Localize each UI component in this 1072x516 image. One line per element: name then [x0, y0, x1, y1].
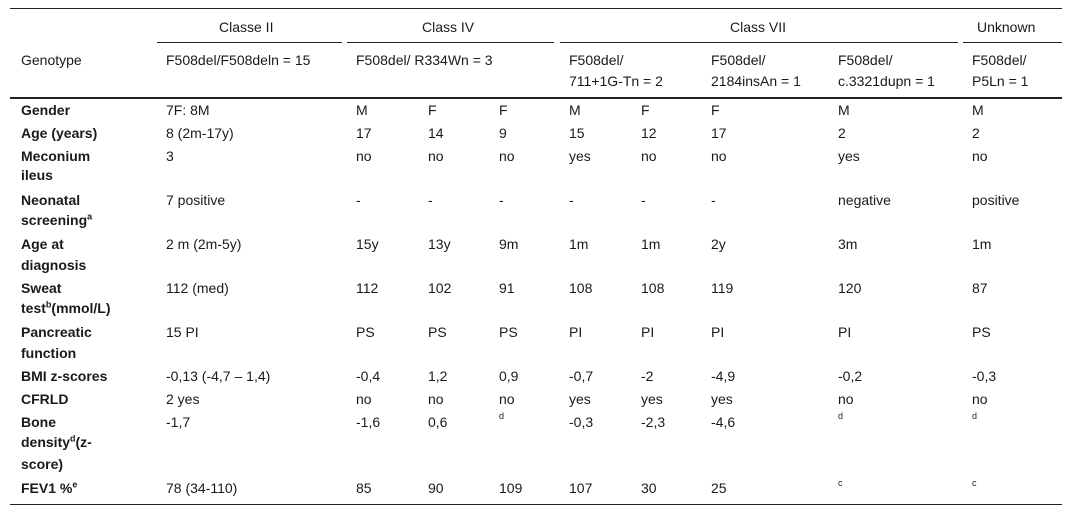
table-cell: no [356, 391, 372, 407]
table-cell: 1m [641, 236, 661, 252]
table-cell: 2 yes [166, 391, 200, 407]
table-cell: yes [711, 391, 733, 407]
table-cell: 9 [499, 125, 507, 141]
table-cell: F [428, 102, 437, 118]
table-cell: -0,7 [569, 368, 594, 384]
table-cell: 13y [428, 236, 451, 252]
table-cell: 7 positive [166, 192, 226, 208]
genotype: F508del/ [838, 52, 893, 68]
table-cell: PI [569, 324, 583, 340]
table-cell: 108 [569, 280, 593, 296]
table-cell: -1,6 [356, 414, 381, 430]
row-label: Neonatal [21, 192, 81, 208]
footnote-mark: c [972, 478, 977, 488]
row-label: Age at [21, 236, 64, 252]
row-label: ileus [21, 167, 53, 183]
table-cell: - [499, 192, 504, 208]
table-cell: no [499, 148, 515, 164]
table-bottom-rule [10, 504, 1062, 505]
class-underline [963, 42, 1062, 43]
table-cell: 2 [972, 125, 980, 141]
table-top-rule [10, 8, 1062, 9]
genotype: F508del/F508deln = 15 [166, 52, 311, 68]
table-cell: F [641, 102, 650, 118]
row-label: Pancreatic [21, 324, 92, 340]
table-cell: 112 (med) [166, 280, 229, 296]
table-cell: 120 [838, 280, 862, 296]
table-cell: - [641, 192, 646, 208]
table-cell: no [356, 148, 372, 164]
class-header: Class IV [422, 19, 475, 35]
table-cell: yes [569, 391, 591, 407]
table-cell: no [641, 148, 657, 164]
table-cell: 17 [711, 125, 727, 141]
genotype: F508del/ [972, 52, 1027, 68]
row-label: Gender [21, 102, 71, 118]
table-cell: -0,4 [356, 368, 381, 384]
table-cell: no [499, 391, 515, 407]
row-label: screening$^a$ [21, 211, 93, 228]
footnote-mark: d [972, 411, 978, 421]
table-cell: 9m [499, 236, 519, 252]
table-cell: - [428, 192, 433, 208]
row-label: Bone [21, 414, 56, 430]
table-cell: yes [569, 148, 591, 164]
table-cell: 78 (34-110) [166, 480, 238, 496]
table-cell: -4,6 [711, 414, 736, 430]
row-label: BMI z-scores [21, 368, 108, 384]
genotype: P5Ln = 1 [972, 73, 1029, 89]
table-cell: 112 [356, 280, 379, 296]
class-header: Class VII [730, 19, 787, 35]
table-cell: 14 [428, 125, 444, 141]
table-cell: M [838, 102, 850, 118]
table-cell: - [569, 192, 574, 208]
table-cell: 15y [356, 236, 379, 252]
table-cell: M [569, 102, 581, 118]
table-cell: -2 [641, 368, 654, 384]
table-cell: 2 m (2m-5y) [166, 236, 242, 252]
row-label: Meconium [21, 148, 91, 164]
table-cell: 85 [356, 480, 372, 496]
table-cell: - [356, 192, 361, 208]
table-cell: PI [838, 324, 852, 340]
table-cell: no [972, 148, 988, 164]
table-cell: PS [356, 324, 375, 340]
row-label: CFRLD [21, 391, 69, 407]
table-cell: 8 (2m-17y) [166, 125, 234, 141]
table-cell: PS [972, 324, 991, 340]
header-rule [10, 97, 1062, 99]
class-underline [347, 42, 554, 43]
class-underline [560, 42, 958, 43]
table-cell: F [711, 102, 720, 118]
table-cell: PI [641, 324, 655, 340]
table-cell: 7F: 8M [166, 102, 210, 118]
table-cell: -0,3 [972, 368, 997, 384]
footnote-mark: c [838, 478, 843, 488]
table-cell: 3 [166, 148, 174, 164]
table-cell: 108 [641, 280, 665, 296]
row-label: density$^d$(z- [21, 433, 92, 450]
class-header: Unknown [977, 19, 1036, 35]
table-cell: 0,9 [499, 368, 519, 384]
table-cell: 25 [711, 480, 727, 496]
table-cell: 1m [569, 236, 589, 252]
table-cell: 109 [499, 480, 523, 496]
table-cell: -1,7 [166, 414, 191, 430]
row-label: score) [21, 456, 64, 472]
table-cell: 119 [711, 280, 734, 296]
table-cell: - [711, 192, 716, 208]
table-cell: 12 [641, 125, 657, 141]
genotype: F508del/ [569, 52, 624, 68]
table-cell: 30 [641, 480, 657, 496]
table-cell: 107 [569, 480, 593, 496]
table-cell: 15 PI [166, 324, 199, 340]
table-cell: no [972, 391, 988, 407]
row-label: diagnosis [21, 257, 87, 273]
genotype: 711+1G-Tn = 2 [569, 73, 663, 89]
table-cell: 0,6 [428, 414, 448, 430]
table-cell: no [428, 391, 444, 407]
table-cell: 15 [569, 125, 585, 141]
table-cell: negative [838, 192, 891, 208]
table-cell: 102 [428, 280, 452, 296]
row-label: FEV1 %$^e$ [21, 479, 78, 496]
footnote-mark: d [838, 411, 844, 421]
table-cell: -0,3 [569, 414, 594, 430]
table-cell: 17 [356, 125, 372, 141]
table-cell: 2y [711, 236, 726, 252]
footnote-mark: d [499, 411, 505, 421]
table-cell: -2,3 [641, 414, 666, 430]
table-cell: M [972, 102, 984, 118]
table-cell: 3m [838, 236, 858, 252]
genotype: F508del/ [711, 52, 766, 68]
table-cell: 87 [972, 280, 988, 296]
table-cell: PS [428, 324, 447, 340]
table-cell: no [711, 148, 727, 164]
table-cell: 91 [499, 280, 515, 296]
row-label: Sweat [21, 280, 62, 296]
table-cell: yes [641, 391, 663, 407]
table-cell: F [499, 102, 508, 118]
table-cell: -0,2 [838, 368, 863, 384]
genotype: 2184insAn = 1 [711, 73, 801, 89]
table-cell: PS [499, 324, 518, 340]
table-cell: no [838, 391, 854, 407]
table-cell: 1m [972, 236, 992, 252]
class-underline [157, 42, 342, 43]
table-cell: -0,13 (-4,7 – 1,4) [166, 368, 271, 384]
table-cell: -4,9 [711, 368, 736, 384]
table-cell: 2 [838, 125, 846, 141]
row-label: function [21, 345, 77, 361]
genotype: F508del/ R334Wn = 3 [356, 52, 493, 68]
genotype-label: Genotype [21, 52, 82, 68]
class-header: Classe II [219, 19, 274, 35]
genotype: c.3321dupn = 1 [838, 73, 935, 89]
table-cell: PI [711, 324, 725, 340]
table-cell: yes [838, 148, 860, 164]
table-cell: no [428, 148, 444, 164]
table-cell: M [356, 102, 368, 118]
row-label: Age (years) [21, 125, 98, 141]
table-cell: 90 [428, 480, 444, 496]
row-label: test$^b$(mmol/L) [21, 299, 111, 316]
table-cell: positive [972, 192, 1020, 208]
table-cell: 1,2 [428, 368, 448, 384]
